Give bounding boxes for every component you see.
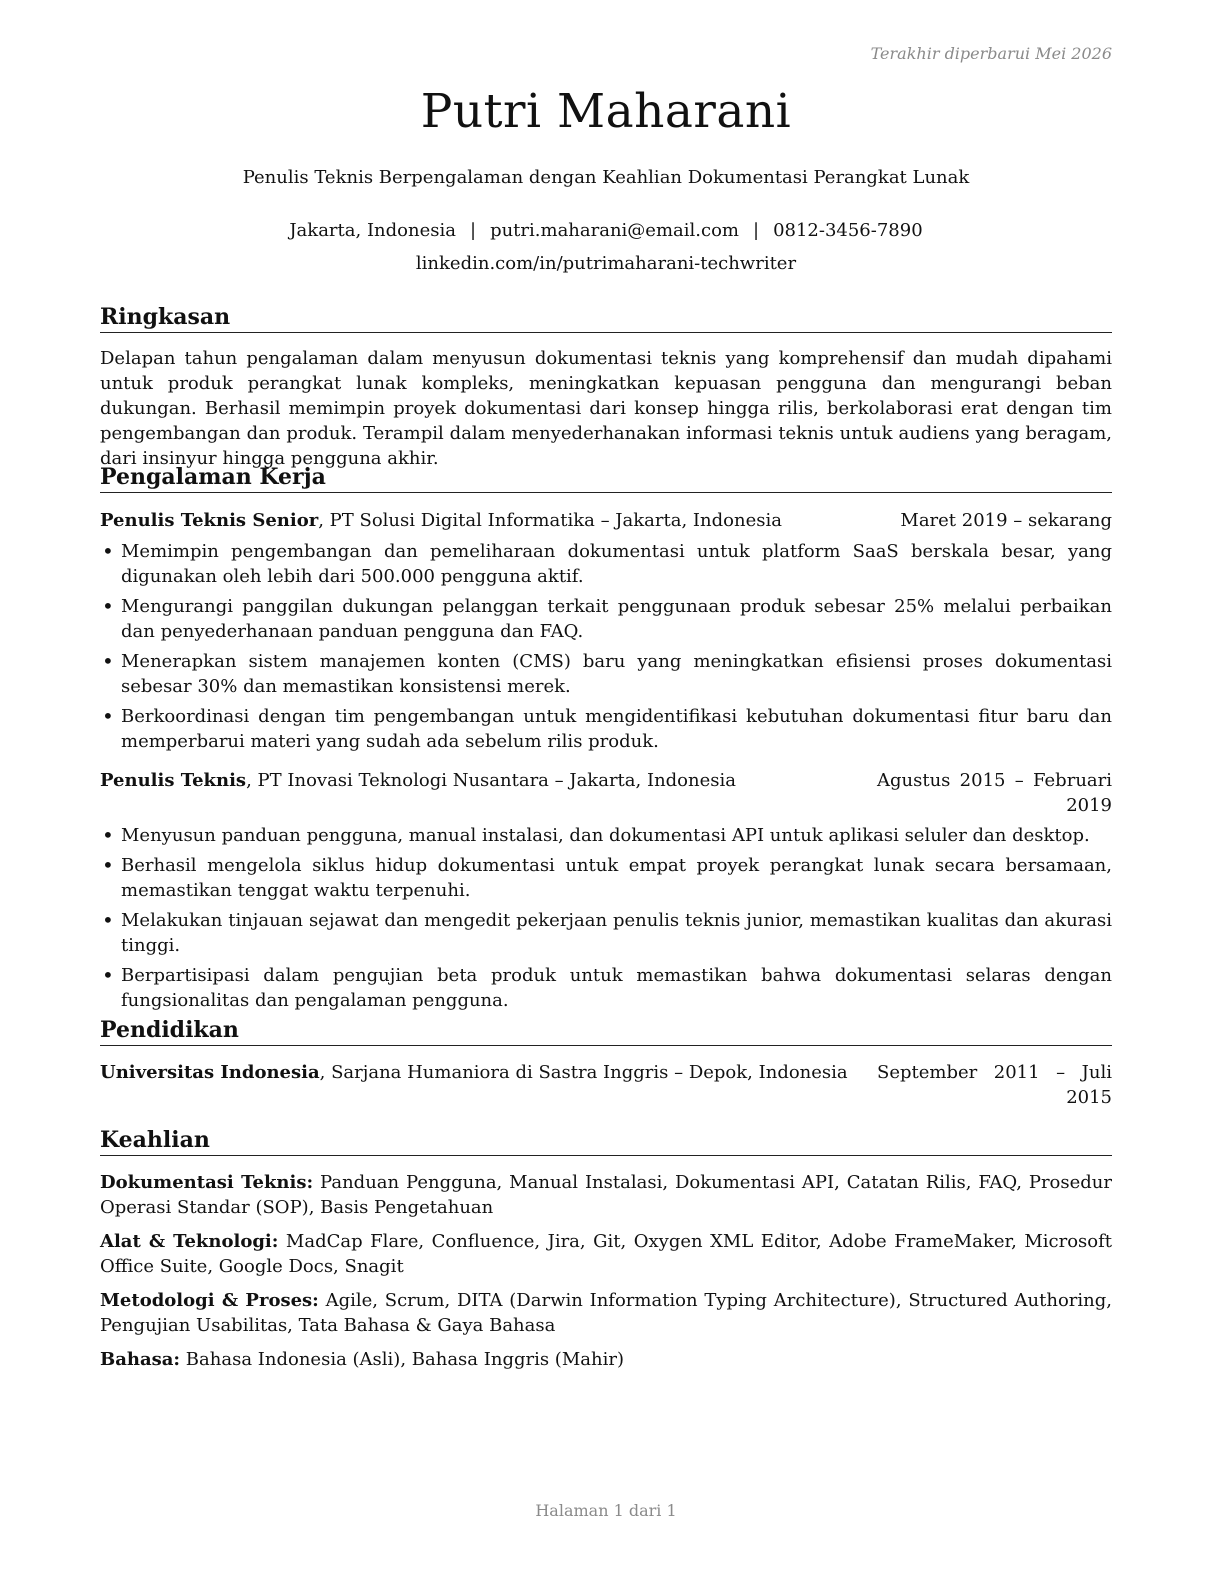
skill-label: Bahasa: [100,1349,181,1370]
education-school: Universitas Indonesia [100,1062,320,1083]
job-header [100,768,1112,818]
job-dates: Agustus 2015 – Februari 2019 [877,770,1112,816]
job-header [100,508,1112,533]
list-item: • Berkoordinasi dengan tim pengembangan untuk mengidentifikasi kebutuhan dokumentasi fitur baru dan memperbarui materi yang sudah ada sebelum rilis produk. [100,704,1112,754]
education-entry [100,1060,1112,1110]
job-role: Penulis Teknis Senior [100,510,319,531]
summary-text: Delapan tahun pengalaman dalam menyusun dokumentasi teknis yang komprehensif dan mudah dipahami untuk produk perangkat lunak kompleks, meningkatkan kepuasan pengguna dan mengurangi beban dukungan. Berhasil memimpin proyek dokumentasi dari konsep hingga rilis, berkolaborasi erat dengan tim pengembangan dan produk. Terampil dalam menyederhanakan informasi teknis untuk audiens yang beragam, dari insinyur hingga pengguna akhir. [100,348,1112,469]
list-item: • Menerapkan sistem manajemen konten (CMS) baru yang meningkatkan efisiensi proses dokumentasi sebesar 30% dan memastikan konsistensi merek. [100,649,1112,699]
skill-value: Bahasa Indonesia (Asli), Bahasa Inggris (Mahir) [180,1349,624,1370]
skill-row [100,1288,1112,1338]
job-org: , PT Inovasi Teknologi Nusantara – Jakarta, Indonesia [246,770,736,791]
contact-phone: 0812-3456-7890 [773,220,923,241]
job-bullets [100,823,1112,1013]
section-title-experience: Pengalaman Kerja [100,463,1112,493]
skill-row [100,1347,1112,1372]
summary-section [100,303,1112,471]
skill-label: Metodologi & Proses: [100,1290,319,1311]
contact-email[interactable]: putri.maharani@email.com [490,220,739,241]
section-title-education: Pendidikan [100,1016,1112,1046]
contact-linkedin[interactable]: linkedin.com/in/putrimaharani-techwriter [415,253,797,274]
list-item: • Berhasil mengelola siklus hidup dokumentasi untuk empat proyek perangkat lunak secara bersamaan, memastikan tenggat waktu terpenuhi. [100,853,1112,903]
skill-row [100,1229,1112,1279]
skill-value: Agile, Scrum, DITA (Darwin Information Typing Architecture), Structured Authoring, Pengujian Usabilitas, Tata Bahasa & Gaya Bahasa [100,1290,1112,1336]
list-item: • Mengurangi panggilan dukungan pelanggan terkait penggunaan produk sebesar 25% melalui perbaikan dan penyederhanaan panduan pengguna dan FAQ. [100,594,1112,644]
contact-separator: | [469,220,477,241]
job-role: Penulis Teknis [100,770,247,791]
list-item: • Melakukan tinjauan sejawat dan mengedit pekerjaan penulis teknis junior, memastikan kualitas dan akurasi tinggi. [100,908,1112,958]
candidate-name: Putri Maharani [420,84,792,139]
skill-label: Alat & Teknologi: [100,1231,279,1252]
skill-label: Dokumentasi Teknis: [100,1172,314,1193]
section-title-summary: Ringkasan [100,303,1112,333]
skills-list [100,1170,1112,1372]
list-item: • Menyusun panduan pengguna, manual instalasi, dan dokumentasi API untuk aplikasi seluler dan desktop. [100,823,1112,848]
experience-section [100,463,1112,1018]
contact-location: Jakarta, Indonesia [289,220,456,241]
section-title-skills: Keahlian [100,1126,1112,1156]
education-degree: , Sarjana Humaniora di Sastra Inggris – Depok, Indonesia [319,1062,848,1083]
job-org: , PT Solusi Digital Informatika – Jakarta, Indonesia [318,510,782,531]
skill-value: Panduan Pengguna, Manual Instalasi, Dokumentasi API, Catatan Rilis, FAQ, Prosedur Operasi Standar (SOP), Basis Pengetahuan [100,1172,1113,1218]
candidate-tagline: Penulis Teknis Berpengalaman dengan Keahlian Dokumentasi Perangkat Lunak [242,167,970,188]
skill-row [100,1170,1112,1220]
last-updated-note: Terakhir diperbarui Mei 2026 [870,44,1112,63]
job-dates: Maret 2019 – sekarang [900,510,1112,531]
contact-separator: | [752,220,760,241]
skill-value: MadCap Flare, Confluence, Jira, Git, Oxygen XML Editor, Adobe FrameMaker, Microsoft Office Suite, Google Docs, Snagit [100,1231,1113,1277]
job-entry [100,768,1112,1013]
page-number: Halaman 1 dari 1 [535,1501,677,1520]
education-section [100,1016,1112,1110]
job-bullets [100,539,1112,754]
list-item: • Memimpin pengembangan dan pemeliharaan dokumentasi untuk platform SaaS berskala besar, yang digunakan oleh lebih dari 500.000 pengguna aktif. [100,539,1112,589]
job-entry [100,508,1112,754]
list-item: • Berpartisipasi dalam pengujian beta produk untuk memastikan bahwa dokumentasi selaras dengan fungsionalitas dan pengalaman pengguna. [100,963,1112,1013]
education-dates: September 2011 – Juli 2015 [877,1062,1112,1108]
contact-line [100,220,1112,241]
skills-section [100,1126,1112,1381]
